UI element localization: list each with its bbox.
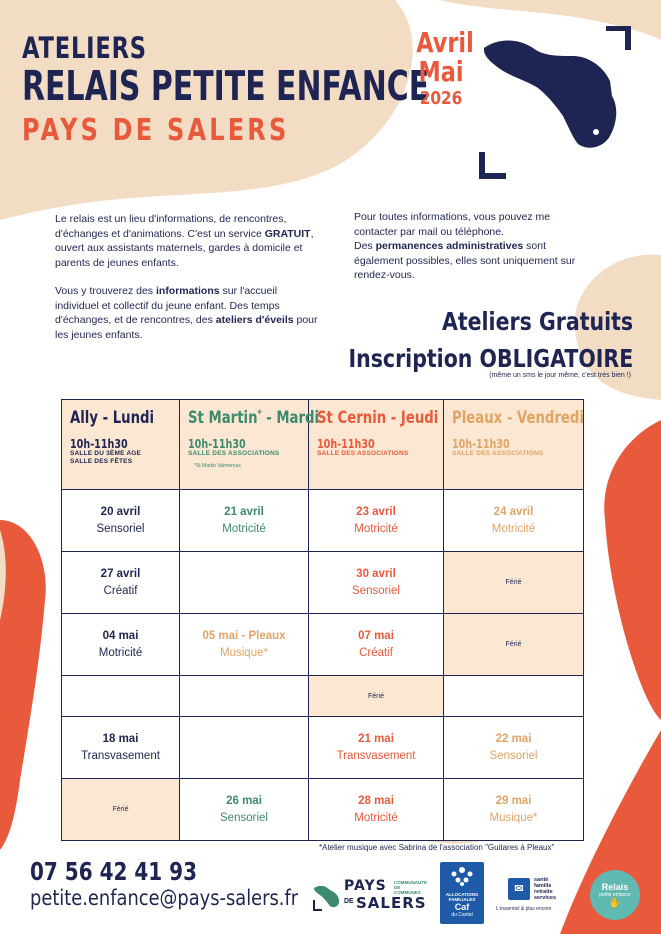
music-footnote: *Atelier musique avec Sabrina de l'association "Guitares à Pleaux" [319,843,555,852]
msa-text-2: famille [534,883,552,889]
session-cell: 30 avril Sensoriel [309,552,444,614]
msa-tagline: L'essentiel & plus encore [496,906,552,912]
session-cell: 29 mai Musique* [444,779,584,841]
column-header-pleaux: Pleaux - Vendredi 10h-11h30 SALLE DES ASSOCIATIONS [444,400,584,490]
intro-paragraph-2: Vous y trouverez des informations sur l'accueil individuel et collectif du jeune enfant. Des temps d'échanges, et de rencontres, des ateliers d'éveils pour les jeunes enfants. [55,285,318,341]
salers-bull-icon [478,26,638,186]
msa-text-1: santé [534,877,549,883]
caf-text-2: FAMILIALES [448,897,476,902]
pays-salers-logo-salers: SALERS [356,894,427,912]
inscription-note: (même un sms le jour même, c'est très bien !) [489,372,631,379]
session-cell: 26 mai Sensoriel [180,779,309,841]
empty-cell [180,717,309,779]
msa-text-4: services [534,895,557,901]
ferie-cell: Férié [309,676,444,717]
column-header-ally: Ally - Lundi 10h-11h30 SALLE DU 3ÈME AGE SALLE DES FÊTES [62,400,180,490]
caf-text-3: Caf [454,902,470,912]
session-cell: 23 avril Motricité [309,490,444,552]
bull-small-icon [312,882,342,912]
session-cell: 22 mai Sensoriel [444,717,584,779]
intro-left [55,212,320,356]
pays-salers-logo-sub: COMMUNAUTÉ DE COMMUNES [394,880,427,895]
ferie-cell: Férié [444,552,584,614]
contact-phone: 07 56 42 41 93 [30,857,198,886]
table-row [62,552,584,614]
month-avril: Avril [416,26,474,59]
table-row [62,717,584,779]
schedule-table [61,399,584,841]
table-row [62,676,584,717]
title-relais-petite-enfance: RELAIS PETITE ENFANCE [22,62,430,110]
title-ateliers: ATELIERS [22,31,147,65]
inscription-obligatoire-heading: Inscription OBLIGATOIRE [348,344,633,373]
ferie-cell: Férié [62,779,180,841]
month-mai: Mai [418,55,464,88]
rpe-logo-text-2: petite enfance [599,892,631,898]
session-cell: 18 mai Transvasement [62,717,180,779]
intro-paragraph-1: Le relais est un lieu d'informations, de rencontres, d'échanges et d'animations. C'est un service GRATUIT, ouvert aux assistants maternels, gardes à domicile et parents de jeunes enfants. [55,213,314,269]
title-pays-de-salers: PAYS DE SALERS [22,113,290,148]
intro-contact-text: Pour toutes informations, vous pouvez me contacter par mail ou téléphone. [354,211,551,238]
session-cell: 20 avril Sensoriel [62,490,180,552]
schedule-header-row [62,400,584,490]
column-header-st-martin: St Martin* - Mardi 10h-11h30 SALLE DES ASSOCIATIONS *St Martin Valmeroux [180,400,309,490]
session-cell: 07 mai Créatif [309,614,444,676]
period-badge [410,26,474,109]
session-cell: 05 mai - Pleaux Musique* [180,614,309,676]
caf-logo [440,862,484,924]
pays-de-salers-logo [312,876,430,916]
rpe-logo-text-1: Relais [601,882,629,892]
intro-permanences-text: Des permanences administratives sont également possibles, elles sont uniquement sur rendez-vous. [354,240,576,281]
column-header-st-cernin: St Cernin - Jeudi 10h-11h30 SALLE DES ASSOCIATIONS [309,400,444,490]
intro-right [354,210,589,283]
empty-cell [444,676,584,717]
msa-logo [494,876,580,918]
session-cell: 04 mai Motricité [62,614,180,676]
session-cell: 24 avril Motricité [444,490,584,552]
table-row [62,490,584,552]
caf-text-4: du Cantal [451,912,473,918]
rpe-hands-icon: ✋ [608,898,622,909]
empty-cell [62,676,180,717]
caf-family-icon [447,865,477,887]
ateliers-gratuits-heading: Ateliers Gratuits [441,307,633,336]
caf-text-1: ALLOCATIONS [445,892,479,897]
relais-petite-enfance-logo [590,870,640,920]
pays-salers-logo-pays: PAYS [344,878,387,894]
empty-cell [180,676,309,717]
msa-text-3: retraite [534,889,553,895]
contact-email: petite.enfance@pays-salers.fr [30,886,299,910]
year: 2026 [419,88,463,109]
session-cell: 28 mai Motricité [309,779,444,841]
ferie-cell: Férié [444,614,584,676]
empty-cell [180,552,309,614]
session-cell: 21 avril Motricité [180,490,309,552]
table-row [62,614,584,676]
session-cell: 21 mai Transvasement [309,717,444,779]
session-cell: 27 avril Créatif [62,552,180,614]
msa-mark-icon: ✉ [508,878,530,900]
pays-salers-logo-de: DE [344,898,354,905]
table-row [62,779,584,841]
